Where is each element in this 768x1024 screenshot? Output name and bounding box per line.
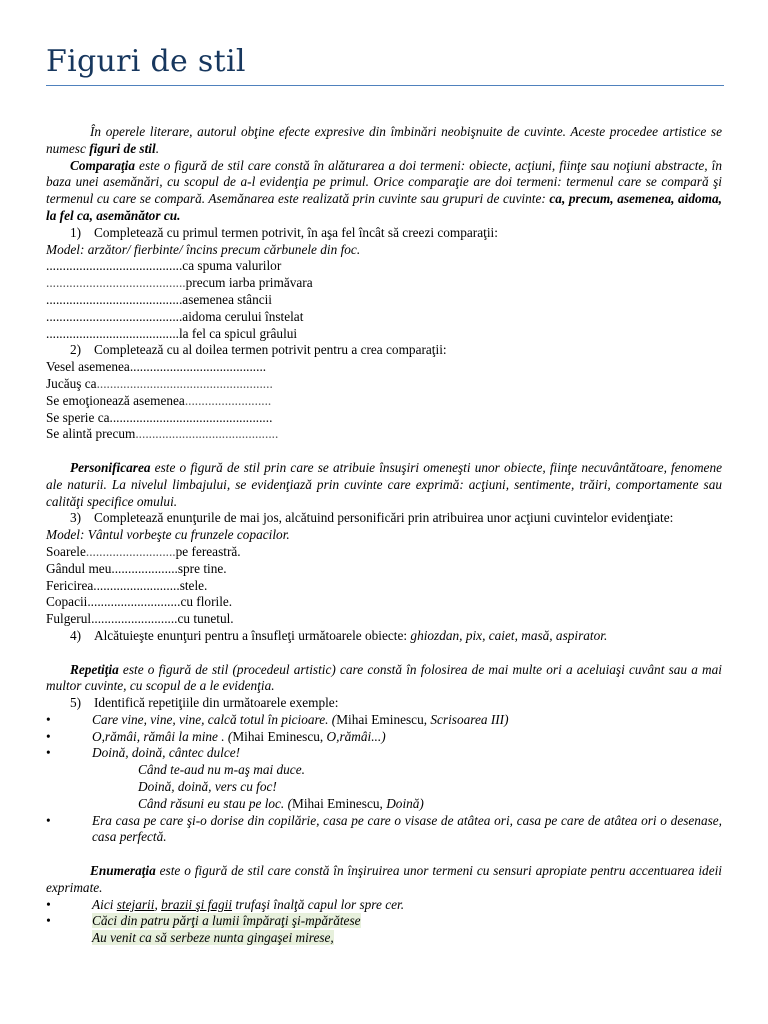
intro-end: . [155, 140, 160, 156]
blank-dots: ........................... [85, 543, 176, 559]
blank-dots: .......................... [184, 392, 272, 408]
quote-work: O,rămâi...) [326, 728, 386, 744]
separator: , [154, 896, 162, 912]
fill-text: Fericirea [46, 577, 94, 593]
fill-line-3-2 [46, 561, 722, 578]
blank-dots: ......................................... [129, 359, 267, 375]
quote-text: trufaşi înalţă capul lor spre cer. [232, 896, 405, 912]
intro-paragraph [46, 124, 722, 158]
exercise-number: 2) [70, 342, 82, 358]
exercise-number: 5) [70, 695, 82, 711]
fill-end: cu florile. [180, 594, 233, 610]
repetitia-term: Repetiţia [70, 661, 119, 677]
exercise-number: 4) [70, 627, 82, 643]
exercise-2 [46, 342, 722, 359]
bullet-item-2 [46, 729, 722, 746]
fill-text: Copacii [46, 594, 88, 610]
blank-dots: ....................................... [46, 258, 176, 274]
bullet-icon: • [46, 711, 51, 727]
fill-line-1-2 [46, 275, 722, 292]
section-gap [46, 443, 722, 460]
repetitia-def-text: este o figură de stil (procedeul artistic) care constă în folosirea de mai multe ori a aceluiaşi cuvânt sau a mai multor cuvinte, cu scopul de a le evidenţia. [46, 661, 722, 694]
fill-text: Jucăuş ca [46, 375, 97, 391]
bullet-item-6 [46, 913, 722, 930]
fill-text: precum iarba primăvara [185, 275, 313, 291]
fill-line-3-4 [46, 594, 722, 611]
repetitia-definition [46, 662, 722, 696]
quote-author: Mihai Eminescu, [336, 711, 431, 727]
quote-text: Era casa pe care şi-o dorise din copilărie, casa pe care o visase de atâtea ori, casa pe care de atâtea ori o desenase, casa perfectă. [92, 812, 722, 845]
blank-dots: ........................................ [46, 325, 179, 341]
exercise-4 [46, 628, 722, 645]
bullet-icon: • [46, 745, 51, 761]
verse-line-3: Doină, doină, vers cu foc! [138, 779, 277, 795]
underlined-term: brazii şi fagii [161, 896, 233, 912]
blank-dots: ..................................................... [96, 375, 273, 391]
exercise-object-list: ghiozdan, pix, caiet, masă, aspirator. [410, 627, 608, 643]
model-1: Model: arzător/ fierbinte/ încins precum cărbunele din foc. [46, 241, 361, 257]
enumeratia-definition [46, 863, 722, 897]
comparatia-term: Comparaţia [70, 157, 136, 173]
blank-dots: ........................................... [135, 426, 279, 442]
enumeratia-term: Enumeraţia [90, 863, 156, 879]
fill-line-1-4 [46, 309, 722, 326]
fill-text: asemenea stâncii [182, 291, 273, 307]
fill-text: Se emoţionează asemenea [46, 392, 185, 408]
fill-line-3-5 [46, 611, 722, 628]
blank-dots: ......................................... [46, 308, 183, 324]
fill-end: stele. [179, 577, 208, 593]
highlighted-verse: Căci din patru părţi a lumii împăraţi şi-mpărătese [92, 913, 361, 929]
fill-line-1-1 [46, 258, 722, 275]
exercise-text: Alcătuieşte enunţuri pentru a însufleţi următoarele obiecte: [94, 627, 411, 643]
quote-work: Doină) [386, 795, 424, 811]
highlighted-verse: Au venit ca să serbeze nunta gingaşei mirese, [92, 930, 334, 946]
verse-line-last [46, 930, 722, 947]
fill-line-3-1 [46, 544, 722, 561]
model-3: Model: Vântul vorbeşte cu frunzele copacilor. [46, 527, 290, 543]
quote-author: Mihai Eminescu, [292, 795, 387, 811]
fill-text: Vesel asemenea [46, 359, 130, 375]
fill-line-2-3 [46, 393, 722, 410]
fill-text: Fulgerul [46, 611, 92, 627]
verse-text: Când răsuni eu stau pe loc. ( [138, 795, 293, 811]
exercise-text: Completează enunţurile de mai jos, alcătuind personificări prin atribuirea unor acţiuni cuvintelor evidenţiate: [94, 510, 674, 526]
exercise-number: 1) [70, 224, 82, 240]
fill-end: cu tunetul. [177, 611, 234, 627]
fill-text: ..ca spuma valurilor [175, 258, 282, 274]
exercise-1 [46, 225, 722, 242]
exercise-number: 3) [70, 510, 82, 526]
quote-author: Mihai Eminescu, [232, 728, 327, 744]
fill-line-1-3 [46, 292, 722, 309]
blank-dots: .......................................... [46, 275, 186, 291]
blank-dots: .......................... [91, 611, 178, 627]
fill-text: la fel ca spicul grâului [178, 325, 298, 341]
page-title: Figuri de stil [46, 44, 246, 79]
bullet-icon: • [46, 728, 51, 744]
exercise-5 [46, 695, 722, 712]
fill-line-2-1 [46, 359, 722, 376]
enumeratia-def-text: este o figură de stil care constă în înşiruirea unor termeni cu sensuri apropiate pentru accentuarea ideii exprimate. [46, 863, 722, 895]
section-gap [46, 645, 722, 662]
bullet-item-3 [46, 745, 722, 762]
exercise-text: Completează cu primul termen potrivit, în aşa fel încât să creezi comparaţii: [94, 224, 498, 240]
comparatia-definition [46, 158, 722, 225]
intro-bold-term: figuri de stil [89, 140, 156, 156]
blank-dots: ............................ [87, 594, 181, 610]
fill-end: pe fereastră. [175, 543, 241, 559]
fill-line-2-4 [46, 410, 722, 427]
blank-dots: ................................................. [109, 409, 273, 425]
fill-text: Gândul meu [46, 560, 112, 576]
fill-text: Se alintă precum [46, 426, 136, 442]
comparatia-def-text: este o figură de stil care constă în alăturarea a doi termeni: obiecte, acţiuni, fiinţe sau noţiuni abstracte, în baza unei asemănări, cu scopul de a-l evidenţia pe primul. Orice comparaţie are doi termeni: termenul care se compară şi termenul cu care se compară. Asemănarea este realizată prin cuvinte sau grupuri de cuvinte: [46, 157, 722, 207]
verse-line-2: Când te-aud nu m-aş mai duce. [138, 762, 305, 778]
quote-work: Scrisoarea III) [430, 711, 509, 727]
bullet-item-1 [46, 712, 722, 729]
bullet-icon: • [46, 913, 51, 929]
title-divider [46, 85, 724, 86]
personificarea-term: Personificarea [70, 459, 151, 475]
underlined-term: stejarii [116, 896, 155, 912]
bullet-item-4 [46, 813, 722, 847]
document-body [46, 124, 722, 947]
quote-text: Aici [92, 896, 117, 912]
fill-line-2-2 [46, 376, 722, 393]
fill-text: Se sperie ca [46, 409, 110, 425]
blank-dots: .......................... [93, 577, 180, 593]
fill-line-2-5 [46, 426, 722, 443]
personificarea-def-text: este o figură de stil prin care se atribuie însuşiri omeneşti unor obiecte, fiinţe necuvântătoare, fenomene ale naturii. La nivelul limbajului, se evidenţiază prin cuvinte care exprimă: acţiuni, sentimente, trăiri, comportamente sau calităţi specifice omului. [46, 459, 722, 509]
comparatia-markers: ca, precum, asemenea, aidoma, la fel ca, asemănător cu. [46, 191, 722, 223]
intro-text: În operele literare, autorul obţine efecte expresive din îmbinări neobişnuite de cuvinte. Aceste procedee artistice se numesc [46, 124, 722, 156]
bullet-icon: • [46, 896, 51, 912]
fill-end: spre tine. [177, 560, 227, 576]
verse-line-4 [46, 796, 722, 813]
bullet-item-5 [46, 897, 722, 914]
exercise-3 [46, 510, 722, 527]
blank-dots: .................... [111, 560, 178, 576]
verse-line: Doină, doină, cântec dulce! [92, 745, 241, 761]
bullet-icon: • [46, 812, 51, 828]
fill-line-1-5 [46, 326, 722, 343]
exercise-text: Identifică repetiţiile din următoarele exemple: [94, 695, 339, 711]
fill-text: aidoma cerului înstelat [182, 308, 304, 324]
fill-line-3-3 [46, 578, 722, 595]
fill-text: Soarele [46, 543, 86, 559]
personificarea-definition [46, 460, 722, 510]
exercise-text: Completează cu al doilea termen potrivit pentru a crea comparaţii: [94, 342, 447, 358]
section-gap [46, 846, 722, 863]
quote-text: O,rămâi, rămâi la mine . ( [92, 728, 233, 744]
quote-text: Care vine, vine, vine, calcă totul în picioare. ( [92, 711, 337, 727]
blank-dots: ......................................... [46, 291, 183, 307]
